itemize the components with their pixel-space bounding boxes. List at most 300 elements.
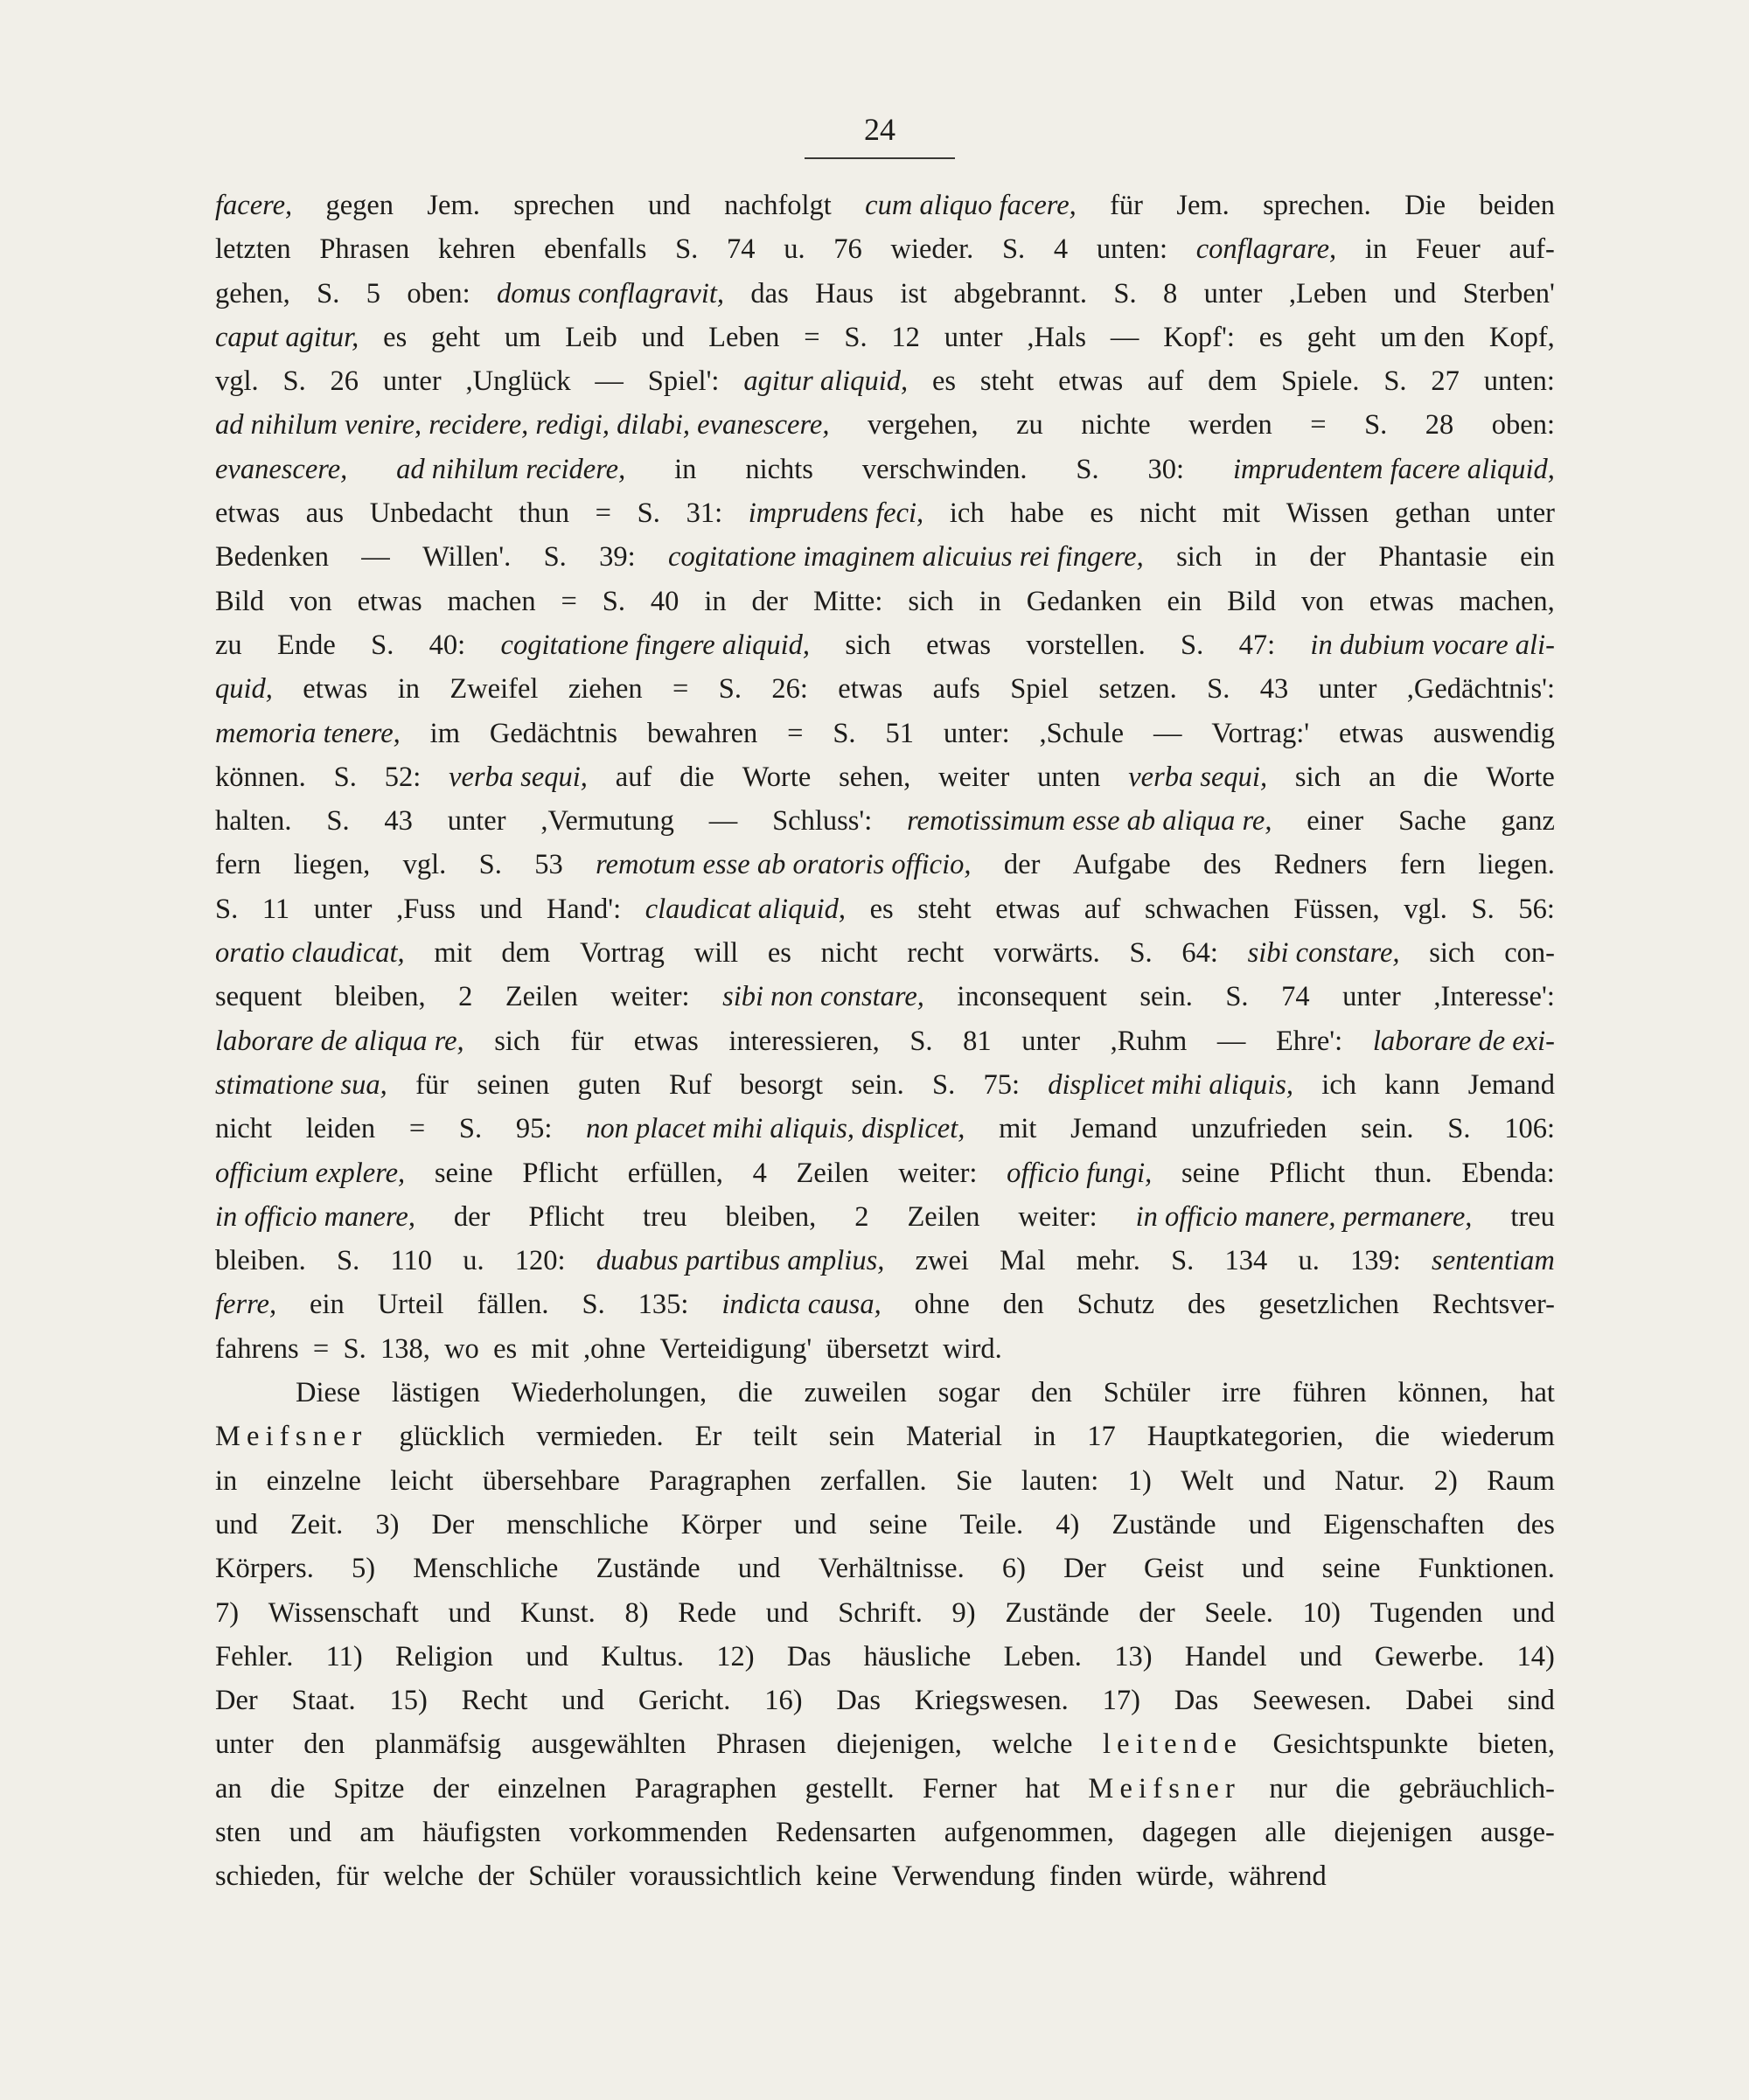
word: in bbox=[215, 1464, 238, 1497]
word: Geist bbox=[1144, 1553, 1204, 1585]
word: lästigen bbox=[391, 1377, 480, 1409]
paragraph-new bbox=[215, 1371, 1555, 1899]
word: vgl. bbox=[1404, 893, 1447, 925]
word: 75: bbox=[983, 1068, 1021, 1101]
word: und bbox=[1299, 1640, 1342, 1672]
word: 52: bbox=[384, 761, 422, 793]
text-line bbox=[215, 1063, 1555, 1107]
word: des bbox=[1516, 1508, 1555, 1540]
word: glücklich bbox=[399, 1421, 505, 1453]
word: sehen, bbox=[839, 761, 911, 793]
word: vorkommenden bbox=[568, 1816, 748, 1848]
word: an bbox=[1369, 761, 1396, 793]
word: fahrens bbox=[215, 1332, 299, 1365]
word: unter bbox=[1318, 673, 1377, 706]
latin-phrase: conflagrare, bbox=[1195, 233, 1337, 266]
word: = bbox=[672, 673, 689, 706]
word: ausge- bbox=[1481, 1816, 1555, 1848]
word: 11 bbox=[261, 893, 290, 925]
word: sprechen. bbox=[1263, 190, 1371, 221]
word: = bbox=[561, 585, 577, 617]
word: unter bbox=[382, 365, 442, 398]
word: aufs bbox=[932, 673, 980, 706]
word: und bbox=[1512, 1596, 1555, 1629]
word: erfüllen, bbox=[627, 1157, 723, 1189]
word: für bbox=[570, 1025, 604, 1057]
latin-phrase: oratio claudicat, bbox=[215, 937, 405, 970]
text-line bbox=[215, 1151, 1555, 1195]
word: Schrift. bbox=[838, 1596, 923, 1629]
latin-phrase: indicta causa, bbox=[721, 1289, 881, 1321]
word: und bbox=[289, 1816, 332, 1848]
word: Gedächtnis bbox=[489, 717, 618, 749]
word: auswendig bbox=[1432, 717, 1555, 749]
body-text bbox=[215, 184, 1555, 1899]
word: in bbox=[674, 453, 697, 485]
word: sich bbox=[1429, 937, 1475, 970]
word: Hauptkategorien, bbox=[1146, 1421, 1344, 1453]
word: und bbox=[793, 1508, 837, 1540]
word: sogar bbox=[937, 1377, 1000, 1409]
word: habe bbox=[1010, 497, 1064, 530]
word: 5 bbox=[366, 277, 380, 309]
word: aus bbox=[305, 497, 345, 530]
word: vermieden. bbox=[536, 1421, 664, 1453]
word: Schüler bbox=[528, 1860, 616, 1893]
word: machen, bbox=[1459, 585, 1555, 617]
word: das bbox=[750, 277, 789, 309]
word: Körpers. bbox=[215, 1553, 314, 1585]
word: Urteil bbox=[377, 1289, 444, 1321]
word: 139: bbox=[1350, 1245, 1401, 1277]
word: in bbox=[397, 673, 420, 706]
word: Leben bbox=[708, 321, 780, 353]
word: vorwärts. bbox=[993, 937, 1100, 970]
text-line bbox=[215, 580, 1555, 623]
word: = bbox=[408, 1113, 426, 1145]
word: ,Vermutung bbox=[540, 805, 674, 838]
word: Vortrag:' bbox=[1211, 717, 1310, 749]
word: kehren bbox=[437, 233, 516, 266]
word: dem bbox=[1208, 365, 1258, 398]
word: es bbox=[767, 937, 791, 970]
word: nicht bbox=[820, 937, 878, 970]
word: — bbox=[361, 541, 390, 574]
word: S. bbox=[602, 585, 625, 617]
word: ein bbox=[1167, 585, 1202, 617]
word: ohne bbox=[914, 1289, 970, 1321]
spaced-name: Meifsner bbox=[215, 1421, 368, 1453]
latin-phrase: laborare de exi- bbox=[1372, 1025, 1555, 1057]
latin-phrase: facere, bbox=[215, 190, 293, 221]
word: unter bbox=[1021, 1025, 1081, 1057]
latin-phrase: agitur aliquid, bbox=[743, 365, 909, 398]
word: Diese bbox=[296, 1377, 360, 1409]
word: 16) bbox=[764, 1685, 803, 1717]
word: gegen bbox=[325, 190, 394, 221]
word: sich bbox=[1294, 761, 1341, 793]
word: halten. bbox=[215, 805, 292, 838]
word: Vortrag bbox=[580, 937, 665, 970]
word: Die bbox=[1404, 190, 1446, 221]
word: an bbox=[215, 1772, 242, 1804]
word: und bbox=[641, 321, 685, 353]
word: voraussichtlich bbox=[629, 1860, 802, 1893]
word: 26: bbox=[771, 673, 808, 706]
word: etwas bbox=[1339, 717, 1404, 749]
word: 14) bbox=[1516, 1640, 1555, 1672]
word: Zeilen bbox=[505, 981, 578, 1013]
word: leicht bbox=[390, 1464, 454, 1497]
word: Handel bbox=[1184, 1640, 1267, 1672]
word: etwas bbox=[926, 629, 992, 661]
text-line bbox=[215, 887, 1555, 931]
word: = bbox=[1310, 409, 1327, 442]
word: mehr. bbox=[1076, 1245, 1140, 1277]
word: Bedenken bbox=[215, 541, 329, 574]
text-line bbox=[215, 623, 1555, 667]
word: ich bbox=[949, 497, 985, 530]
latin-phrase: non placet mihi aliquis, displicet, bbox=[586, 1113, 965, 1145]
word: 2 bbox=[458, 981, 473, 1013]
word: auf- bbox=[1509, 233, 1555, 266]
word: S. bbox=[333, 761, 357, 793]
word: Eigenschaften bbox=[1323, 1508, 1485, 1540]
word: 4) bbox=[1056, 1508, 1080, 1540]
word: = bbox=[787, 717, 804, 749]
latin-phrase: duabus partibus amplius, bbox=[596, 1245, 885, 1277]
word: der bbox=[1309, 541, 1346, 574]
word: u. bbox=[1298, 1245, 1320, 1277]
word: menschliche bbox=[506, 1508, 649, 1540]
word: fern bbox=[215, 849, 261, 881]
word: von bbox=[1301, 585, 1344, 617]
word: welche bbox=[383, 1860, 464, 1893]
word: ,Unglück bbox=[465, 365, 571, 398]
word: seinen bbox=[477, 1068, 550, 1101]
word: vorstellen. bbox=[1026, 629, 1146, 661]
word: setzen. bbox=[1098, 673, 1177, 706]
word: zu bbox=[1016, 409, 1043, 442]
word: 5) bbox=[352, 1553, 376, 1585]
word: übersehbare bbox=[482, 1464, 620, 1497]
word: 27 bbox=[1431, 365, 1460, 398]
word: und bbox=[1241, 1553, 1285, 1585]
text-line bbox=[215, 667, 1555, 711]
word: aufgenommen, bbox=[944, 1816, 1114, 1848]
word: Wissenschaft bbox=[268, 1596, 419, 1629]
word: Der bbox=[431, 1508, 475, 1540]
word: u. bbox=[784, 233, 805, 266]
word: gestellt. bbox=[805, 1772, 895, 1804]
text-line bbox=[215, 1503, 1555, 1547]
latin-phrase: cogitatione fingere aliquid, bbox=[500, 629, 811, 661]
word: diejenigen, bbox=[836, 1728, 962, 1761]
word: planmäfsig bbox=[374, 1728, 502, 1761]
word: S. bbox=[637, 497, 660, 530]
word: seine bbox=[1321, 1553, 1381, 1585]
word: S. bbox=[1471, 893, 1495, 925]
word: 40 bbox=[650, 585, 679, 617]
word: Willen'. bbox=[422, 541, 512, 574]
word: Bild bbox=[1227, 585, 1277, 617]
word: 2) bbox=[1433, 1464, 1458, 1497]
word: ich bbox=[1321, 1068, 1357, 1101]
text-line bbox=[215, 1107, 1555, 1151]
word: unter bbox=[1496, 497, 1555, 530]
word: Leben. bbox=[1003, 1640, 1082, 1672]
word: ,Fuss bbox=[396, 893, 456, 925]
word: ,ohne bbox=[582, 1332, 646, 1365]
word: unter bbox=[1342, 981, 1401, 1013]
word: S. bbox=[478, 849, 502, 881]
text-line bbox=[215, 1371, 1555, 1415]
text-line bbox=[215, 1019, 1555, 1063]
word: bleiben, bbox=[334, 981, 426, 1013]
word: 9) bbox=[951, 1596, 976, 1629]
word: 53 bbox=[534, 849, 563, 881]
latin-phrase: evanescere, bbox=[215, 453, 348, 485]
word: werden bbox=[1188, 409, 1272, 442]
word: 1) bbox=[1127, 1464, 1152, 1497]
latin-phrase: cum aliquo facere, bbox=[865, 190, 1077, 221]
word: und bbox=[1393, 277, 1437, 309]
text-line bbox=[215, 403, 1555, 447]
page-number-rule bbox=[805, 157, 955, 159]
word: = bbox=[595, 497, 611, 530]
word: Pflicht bbox=[528, 1200, 605, 1233]
word: 4 bbox=[1053, 233, 1069, 266]
word: nichte bbox=[1081, 409, 1151, 442]
word: ein bbox=[1520, 541, 1555, 574]
word: auf bbox=[1146, 365, 1184, 398]
word: auf bbox=[1084, 893, 1121, 925]
text-line bbox=[215, 1547, 1555, 1590]
word: abgebrannt. bbox=[953, 277, 1087, 309]
word: inconsequent bbox=[957, 981, 1107, 1013]
word: S. bbox=[1129, 937, 1153, 970]
word: Seewesen. bbox=[1252, 1685, 1372, 1717]
word: Natur. bbox=[1334, 1464, 1405, 1497]
latin-phrase: caput agitur, bbox=[215, 321, 359, 353]
word: bleiben, bbox=[725, 1200, 817, 1233]
word: 76 bbox=[833, 233, 862, 266]
text-line bbox=[215, 272, 1555, 316]
word: = bbox=[312, 1332, 330, 1365]
word: unten: bbox=[1483, 365, 1555, 398]
word: der bbox=[453, 1200, 491, 1233]
word: 43 bbox=[1259, 673, 1289, 706]
latin-phrase: ad nihilum venire, recidere, redigi, dilabi, evanescere, bbox=[215, 409, 830, 442]
word: unten bbox=[1037, 761, 1101, 793]
text-line bbox=[215, 1459, 1555, 1503]
word: sein. bbox=[1361, 1113, 1414, 1145]
word: etwas bbox=[838, 673, 903, 706]
word: Fehler. bbox=[215, 1640, 294, 1672]
word: S. bbox=[1383, 365, 1407, 398]
word: alle bbox=[1265, 1816, 1307, 1848]
word: und bbox=[648, 190, 691, 221]
word: oben: bbox=[407, 277, 470, 309]
word: 120: bbox=[514, 1245, 566, 1277]
word: treu bbox=[643, 1200, 687, 1233]
word: sten bbox=[215, 1816, 261, 1848]
word: Dabei bbox=[1405, 1685, 1474, 1717]
word: keine bbox=[815, 1860, 878, 1893]
word: 3) bbox=[375, 1508, 400, 1540]
word: können, bbox=[1397, 1377, 1489, 1409]
word: S. bbox=[1447, 1113, 1471, 1145]
word: Schüler bbox=[1103, 1377, 1191, 1409]
latin-phrase: laborare de aliqua re, bbox=[215, 1025, 464, 1057]
word: am bbox=[359, 1816, 395, 1848]
word: weiter: bbox=[610, 981, 690, 1013]
word: Welt bbox=[1181, 1464, 1234, 1497]
word: wo bbox=[444, 1332, 479, 1365]
word: 17) bbox=[1102, 1685, 1140, 1717]
word: mit bbox=[434, 937, 472, 970]
word: 64: bbox=[1181, 937, 1218, 970]
word: Füssen, bbox=[1293, 893, 1380, 925]
word: Gedanken bbox=[1026, 585, 1142, 617]
text-line bbox=[215, 448, 1555, 491]
latin-phrase: imprudens feci, bbox=[748, 497, 924, 530]
word: 47: bbox=[1238, 629, 1276, 661]
word: wiederum bbox=[1441, 1421, 1555, 1453]
word: dagegen bbox=[1141, 1816, 1237, 1848]
spaced-name: Meifsner bbox=[1088, 1772, 1241, 1804]
word: S. bbox=[909, 1025, 933, 1057]
word: Bild bbox=[215, 585, 264, 617]
word: für bbox=[415, 1068, 449, 1101]
word: Funktionen. bbox=[1418, 1553, 1555, 1585]
word: es bbox=[931, 365, 957, 398]
latin-phrase: officio fungi, bbox=[1007, 1157, 1153, 1189]
text-line bbox=[215, 931, 1555, 975]
word: Der bbox=[1063, 1553, 1106, 1585]
word: S. bbox=[282, 365, 306, 398]
word: Spiele. bbox=[1281, 365, 1360, 398]
word: etwas bbox=[357, 585, 422, 617]
word: einer bbox=[1307, 805, 1364, 838]
word: thun. bbox=[1374, 1157, 1432, 1189]
word: Feuer bbox=[1415, 233, 1481, 266]
paragraph-continued bbox=[215, 184, 1555, 1371]
word: Aufgabe bbox=[1072, 849, 1171, 881]
word: Phrasen bbox=[716, 1728, 806, 1761]
word: den bbox=[1031, 1377, 1072, 1409]
word: ,Hals bbox=[1027, 321, 1087, 353]
text-line bbox=[215, 1415, 1555, 1458]
word: S. bbox=[1364, 409, 1388, 442]
word: nicht bbox=[1139, 497, 1197, 530]
word: der bbox=[477, 1860, 515, 1893]
word: S. bbox=[833, 717, 856, 749]
word: thun bbox=[519, 497, 569, 530]
word: Paragraphen bbox=[634, 1772, 777, 1804]
text-line bbox=[215, 1811, 1555, 1854]
word: und bbox=[561, 1685, 605, 1717]
word: seine bbox=[434, 1157, 493, 1189]
word: es bbox=[1258, 321, 1283, 353]
word: wieder. bbox=[890, 233, 974, 266]
word: Kopf': bbox=[1163, 321, 1235, 353]
word: Mitte: bbox=[812, 585, 883, 617]
word: hat bbox=[1520, 1377, 1555, 1409]
latin-phrase: sibi constare, bbox=[1247, 937, 1400, 970]
word: con- bbox=[1504, 937, 1555, 970]
word: sein. bbox=[1139, 981, 1193, 1013]
word: und bbox=[448, 1596, 491, 1629]
word: S. bbox=[1207, 673, 1230, 706]
word: — bbox=[595, 365, 624, 398]
word: mit bbox=[1222, 497, 1261, 530]
word: Zeilen bbox=[907, 1200, 980, 1233]
word: zu bbox=[215, 629, 242, 661]
word: schwachen bbox=[1145, 893, 1270, 925]
word: der bbox=[751, 585, 789, 617]
word: Sache bbox=[1398, 805, 1467, 838]
word: die bbox=[270, 1772, 305, 1804]
word: nicht bbox=[215, 1113, 272, 1145]
word: hat bbox=[1025, 1772, 1060, 1804]
word: S. bbox=[1113, 277, 1137, 309]
word: für bbox=[1110, 190, 1143, 221]
word: 110 bbox=[390, 1245, 432, 1277]
text-line bbox=[215, 1722, 1555, 1766]
word: Kopf, bbox=[1488, 321, 1555, 353]
word: und bbox=[737, 1553, 781, 1585]
word: ziehen bbox=[568, 673, 643, 706]
text-line bbox=[215, 1767, 1555, 1811]
word: sprechen bbox=[513, 190, 615, 221]
word: Schluss': bbox=[772, 805, 873, 838]
word: es bbox=[1090, 497, 1114, 530]
word: in bbox=[1254, 541, 1278, 574]
text-line bbox=[215, 184, 1555, 227]
word: es bbox=[493, 1332, 518, 1365]
word: der bbox=[432, 1772, 470, 1804]
word: S. bbox=[337, 1245, 360, 1277]
word: 74 bbox=[1281, 981, 1310, 1013]
spaced-name: leitende bbox=[1102, 1728, 1244, 1761]
text-line bbox=[215, 1239, 1555, 1283]
word: S. bbox=[343, 1332, 366, 1365]
word: will bbox=[693, 937, 739, 970]
latin-phrase: remotum esse ab oratoris officio, bbox=[596, 849, 972, 881]
text-line bbox=[215, 1635, 1555, 1679]
word: 51 bbox=[885, 717, 914, 749]
word: 12 bbox=[891, 321, 920, 353]
word: ein bbox=[310, 1289, 345, 1321]
word: Recht bbox=[461, 1685, 528, 1717]
word: Gericht. bbox=[638, 1685, 731, 1717]
word: 31: bbox=[686, 497, 723, 530]
word: machen bbox=[447, 585, 536, 617]
word: um bbox=[504, 321, 541, 353]
word: den bbox=[1002, 1289, 1044, 1321]
word: und bbox=[1248, 1508, 1292, 1540]
word: 135: bbox=[638, 1289, 689, 1321]
word: Sie bbox=[956, 1464, 993, 1497]
text-line bbox=[215, 535, 1555, 579]
word: 8 bbox=[1163, 277, 1178, 309]
word: verschwinden. bbox=[861, 453, 1028, 485]
word: für bbox=[336, 1860, 369, 1893]
text-line bbox=[215, 799, 1555, 843]
word: beiden bbox=[1479, 190, 1555, 221]
word: Verhältnisse. bbox=[818, 1553, 965, 1585]
